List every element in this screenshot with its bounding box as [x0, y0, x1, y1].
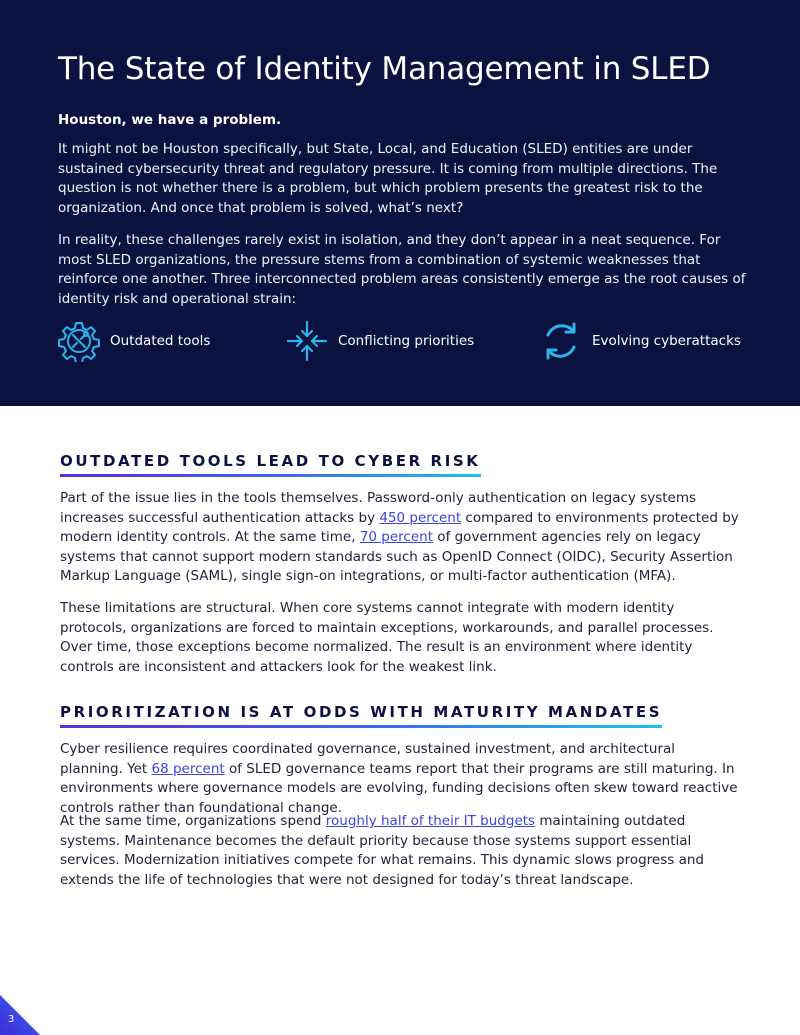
- converging-arrows-icon: [286, 320, 328, 362]
- stat-link-450-percent[interactable]: 450 percent: [379, 509, 462, 526]
- heading-underline: [60, 474, 481, 477]
- pillar-label: Outdated tools: [110, 333, 211, 349]
- section-heading-text: PRIORITIZATION IS AT ODDS WITH MATURITY MANDATES: [60, 703, 663, 721]
- gear-tools-icon: [58, 320, 100, 362]
- body-paragraph: These limitations are structural. When core systems cannot integrate with modern identity protocols, organizations are forced to maintain exceptions, workarounds, and parallel processes. Over time, those exceptions become normalized. The result is an environment where identity controls are inconsistent and attackers look for the weakest link.: [60, 600, 714, 675]
- hero-paragraph: In reality, these challenges rarely exist in isolation, and they don’t appear in a neat sequence. For most SLED organizations, the pressure stems from a combination of systemic weaknesses that reinforce one another. Three interconnected problem areas consistently emerge as the root causes of identity risk and operational strain:: [58, 232, 746, 307]
- heading-underline: [60, 725, 662, 728]
- hero-banner: [0, 0, 800, 406]
- body-paragraph: At the same time, organizations spend roughly half of their IT budgets maintaining outdated systems. Maintenance becomes the default priority because those systems support essential services. Modernization initiatives compete for what remains. This dynamic slows progress and extends the life of technologies that were not designed for today’s threat landscape.: [60, 813, 704, 888]
- pillar-label: Conflicting priorities: [338, 333, 475, 349]
- pillar-conflicting-priorities: [286, 320, 474, 362]
- stat-link-68-percent[interactable]: 68 percent: [151, 760, 225, 777]
- corner-triangle: [0, 995, 40, 1035]
- pillar-evolving-cyberattacks: [540, 320, 741, 362]
- section-heading-outdated-tools: [60, 451, 481, 471]
- hero-kicker: Houston, we have a problem.: [58, 112, 282, 128]
- body-paragraph: Part of the issue lies in the tools themselves. Password-only authentication on legacy systems increases successful authentication attacks by 450 percent compared to environments protected by modern identity controls. At the same time, 70 percent of government agencies rely on legacy systems that cannot support modern standards such as OpenID Connect (OIDC), Security Assertion Markup Language (SAML), single sign-on integrations, or multi-factor authentication (MFA).: [60, 490, 739, 584]
- body-paragraph: Cyber resilience requires coordinated governance, sustained investment, and architectural planning. Yet 68 percent of SLED governance teams report that their programs are still maturing. In environments where governance models are evolving, funding decisions often skew toward reactive controls rather than foundational change.: [60, 741, 738, 816]
- page-title: The State of Identity Management in SLED: [58, 51, 711, 87]
- hero-paragraph: It might not be Houston specifically, but State, Local, and Education (SLED) entities are under sustained cybersecurity threat and regulatory pressure. It is coming from multiple directions. The question is not whether there is a problem, but which problem presents the greatest risk to the organization. And once that problem is solved, what’s next?: [58, 141, 718, 216]
- stat-link-70-percent[interactable]: 70 percent: [359, 529, 434, 545]
- section-heading-text: OUTDATED TOOLS LEAD TO CYBER RISK: [60, 452, 481, 470]
- stat-link-it-budgets[interactable]: roughly half of their IT budgets: [325, 813, 536, 829]
- pillar-label: Evolving cyberattacks: [592, 333, 741, 349]
- page-number: 3: [8, 1014, 15, 1025]
- pillar-outdated-tools: [58, 320, 210, 362]
- section-heading-prioritization: [60, 702, 662, 722]
- refresh-cycle-icon: [540, 320, 582, 362]
